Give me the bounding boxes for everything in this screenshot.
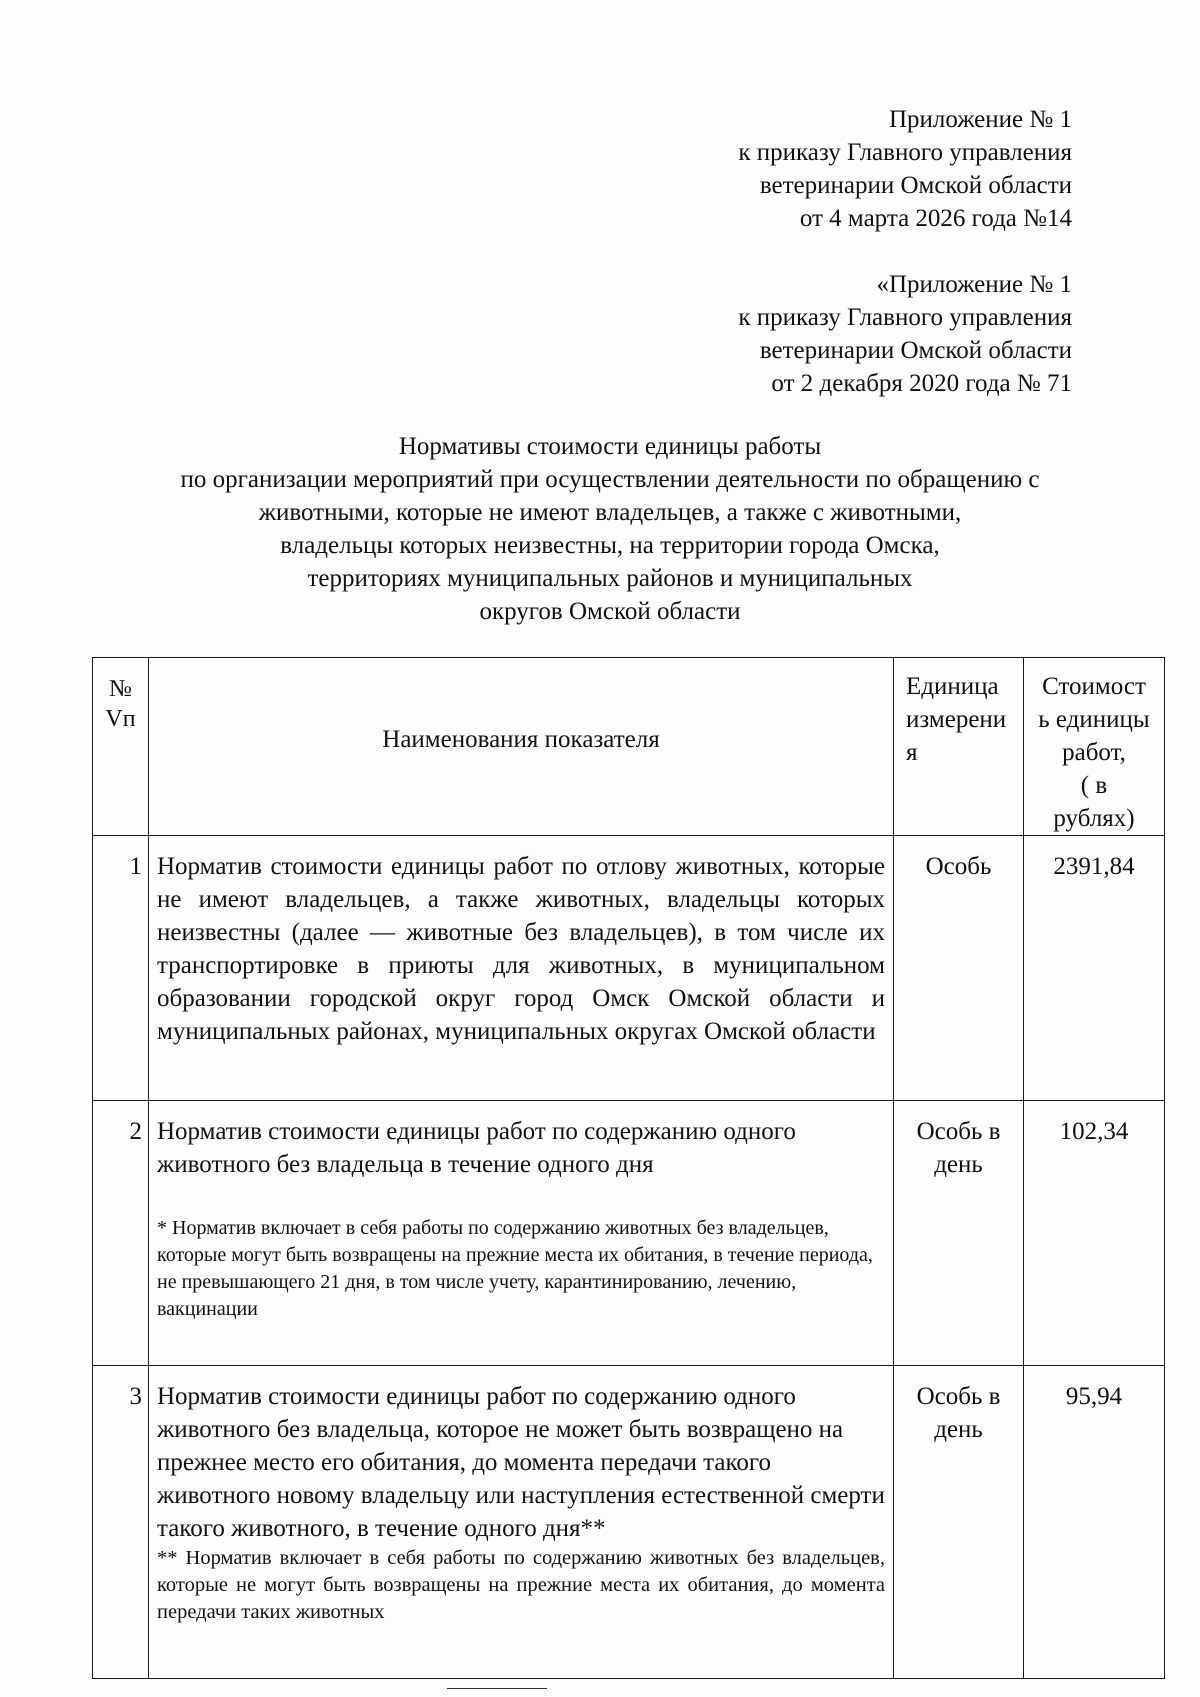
header-cost [1024, 658, 1165, 836]
row-name-cell [149, 1101, 894, 1366]
appendix-header-line: к приказу Главного управления [738, 139, 1072, 166]
appendix-header-line: от 2 декабря 2020 года № 71 [771, 370, 1072, 397]
header-name [149, 658, 894, 836]
row-cost: 102,34 [1024, 1101, 1165, 1366]
row-unit: Особь [894, 836, 1024, 1101]
header-cost-line: ь единицы [1038, 706, 1150, 733]
title-line: по организации мероприятий при осуществлении деятельности по обращению с [180, 466, 1040, 493]
table-row [93, 1101, 1165, 1366]
row-unit: Особь в день [894, 1366, 1024, 1679]
appendix-header-line: ветеринарии Омской области [759, 337, 1072, 364]
title-line: округов Омской области [479, 598, 741, 625]
header-unit-line: Единица [906, 673, 999, 700]
appendix-header-line: ветеринарии Омской области [759, 172, 1072, 199]
row-cost: 2391,84 [1024, 836, 1165, 1101]
header-cost-line: работ, [1062, 739, 1126, 766]
title-line: животными, которые не имеют владельцев, а также с животными, [258, 499, 962, 526]
footer-rule [447, 1688, 547, 1689]
row-cost: 95,94 [1024, 1366, 1165, 1679]
row-name: Норматив стоимости единицы работ по содержанию одного животного без владельца в течение одного дня [157, 1118, 796, 1178]
header-name-label: Наименования показателя [382, 725, 660, 753]
row-number: 2 [93, 1101, 149, 1366]
row-name: Норматив стоимости единицы работ по содержанию одного животного без владельца, которое не может быть возвращено на прежнее место его обитания, до момента передачи такого животного новому владельцу или наступления естественной смерти такого животного, в течение одного дня** [157, 1383, 885, 1542]
row-unit: Особь в день [894, 1101, 1024, 1366]
header-cost-line: ( в [1080, 772, 1108, 799]
appendix-header-line: Приложение № 1 [888, 106, 1072, 133]
header-number [93, 658, 149, 836]
header-unit-line: измерени [906, 706, 1007, 733]
appendix-header-new [512, 103, 1072, 235]
title-line: Нормативы стоимости единицы работы [398, 433, 822, 460]
header-number-sub: Vп [105, 706, 136, 732]
header-cost-line: Стоимост [1042, 673, 1146, 700]
appendix-header-line: к приказу Главного управления [738, 304, 1072, 331]
row-number: 3 [93, 1366, 149, 1679]
header-cost-line: рублях) [1053, 805, 1135, 832]
row-name-cell [149, 836, 894, 1101]
row-name: Норматив стоимости единицы работ по отлову животных, которые не имеют владельцев, а также животных, владельцы которых неизвестны (далее — животные без владельцев), в том числе их транспортировке в приюты для животных, в муниципальном образовании городской округ город Омск Омской области и муниципальных районах, муниципальных округах Омской области [157, 853, 885, 1045]
table-row [93, 836, 1165, 1101]
appendix-header-line: от 4 марта 2026 года №14 [799, 205, 1072, 232]
row-name-cell [149, 1366, 894, 1679]
header-number-symbol: № [109, 676, 132, 702]
appendix-header-old [512, 268, 1072, 400]
table-header-row [93, 658, 1165, 836]
norms-table [92, 657, 1165, 1679]
row-note: * Норматив включает в себя работы по содержанию животных без владельцев, которые могут быть возвращены на прежние места их обитания, в течение периода, не превышающего 21 дня, в том числе учету, карантинированию, лечению, вакцинации [157, 1217, 873, 1320]
table-row [93, 1366, 1165, 1679]
title-line: территориях муниципальных районов и муниципальных [307, 565, 913, 592]
row-note: ** Норматив включает в себя работы по содержанию животных без владельцев, которые не могут быть возвращены на прежние места их обитания, до момента передачи таких животных [157, 1547, 885, 1623]
document-title [60, 430, 1160, 628]
appendix-header-line: «Приложение № 1 [876, 271, 1072, 298]
row-number: 1 [93, 836, 149, 1101]
title-line: владельцы которых неизвестны, на территории города Омска, [280, 532, 940, 559]
header-unit [894, 658, 1024, 836]
header-unit-line: я [906, 739, 918, 766]
